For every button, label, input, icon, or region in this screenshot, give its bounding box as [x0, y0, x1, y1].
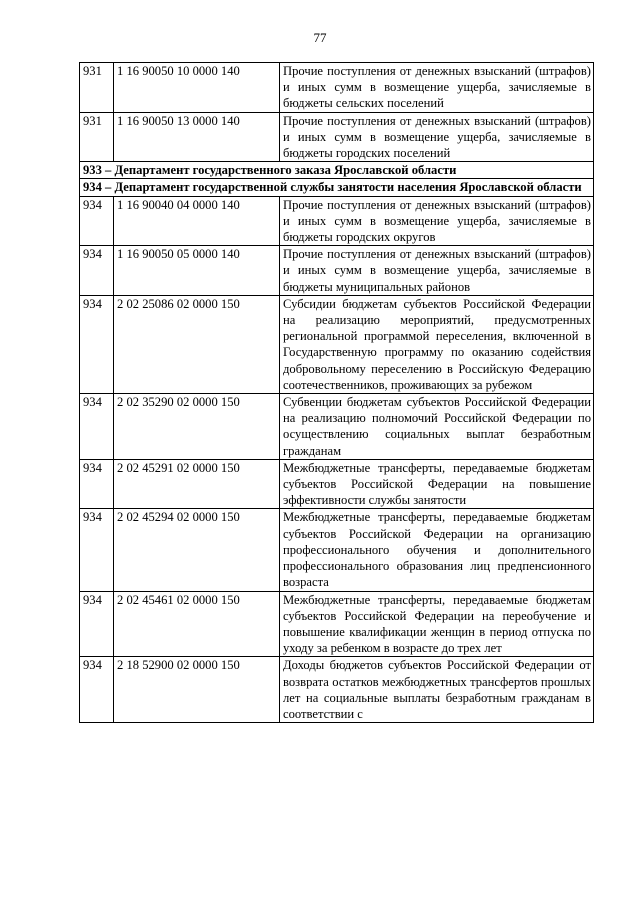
department-title	[80, 179, 594, 196]
table-row	[80, 657, 594, 723]
revenue-codes-table	[79, 62, 594, 723]
description-cell: Прочие поступления от денежных взысканий (штрафов) и иных сумм в возмещение ущерба, зачисляемые в бюджеты городских поселений	[280, 112, 594, 162]
department-header-row	[80, 162, 594, 179]
table-row	[80, 112, 594, 162]
revenue-code-cell: 1 16 90050 13 0000 140	[114, 112, 280, 162]
revenue-code-cell: 2 02 35290 02 0000 150	[114, 394, 280, 460]
revenue-code-cell: 2 02 45294 02 0000 150	[114, 509, 280, 591]
table-row	[80, 63, 594, 113]
description-cell: Прочие поступления от денежных взысканий (штрафов) и иных сумм в возмещение ущерба, зачисляемые в бюджеты сельских поселений	[280, 63, 594, 113]
admin-code-cell: 934	[80, 591, 114, 657]
description-cell: Прочие поступления от денежных взысканий (штрафов) и иных сумм в возмещение ущерба, зачисляемые в бюджеты городских округов	[280, 196, 594, 246]
revenue-code-cell: 1 16 90040 04 0000 140	[114, 196, 280, 246]
table-row	[80, 246, 594, 296]
admin-code-cell: 934	[80, 459, 114, 509]
table-row	[80, 509, 594, 591]
table-row	[80, 459, 594, 509]
department-title-text: 934 – Департамент государственной службы занятости населения Ярославской области	[83, 180, 582, 195]
admin-code-cell: 934	[80, 394, 114, 460]
table-row	[80, 591, 594, 657]
description-cell: Межбюджетные трансферты, передаваемые бюджетам субъектов Российской Федерации на организацию профессионального обучения и дополнительного профессионального образования лиц предпенсионного возраста	[280, 509, 594, 591]
revenue-code-cell: 2 02 45291 02 0000 150	[114, 459, 280, 509]
department-header-row	[80, 179, 594, 196]
description-cell: Прочие поступления от денежных взысканий (штрафов) и иных сумм в возмещение ущерба, зачисляемые в бюджеты муниципальных районов	[280, 246, 594, 296]
revenue-code-cell: 1 16 90050 05 0000 140	[114, 246, 280, 296]
page-number: 77	[313, 30, 327, 45]
admin-code-cell: 931	[80, 112, 114, 162]
admin-code-cell: 934	[80, 196, 114, 246]
description-cell: Межбюджетные трансферты, передаваемые бюджетам субъектов Российской Федерации на повышение эффективности службы занятости	[280, 459, 594, 509]
table-row	[80, 394, 594, 460]
admin-code-cell: 934	[80, 509, 114, 591]
department-title	[80, 162, 594, 179]
description-cell: Доходы бюджетов субъектов Российской Федерации от возврата остатков межбюджетных трансфертов прошлых лет на социальные выплаты безработным гражданам в соответствии с	[280, 657, 594, 723]
admin-code-cell: 934	[80, 246, 114, 296]
revenue-code-cell: 2 02 25086 02 0000 150	[114, 295, 280, 393]
admin-code-cell: 934	[80, 295, 114, 393]
description-cell: Межбюджетные трансферты, передаваемые бюджетам субъектов Российской Федерации на переобучение и повышение квалификации женщин в период отпуска по уходу за ребенком в возрасте до трех лет	[280, 591, 594, 657]
table-row	[80, 196, 594, 246]
admin-code-cell: 934	[80, 657, 114, 723]
revenue-code-cell: 2 02 45461 02 0000 150	[114, 591, 280, 657]
admin-code-cell: 931	[80, 63, 114, 113]
description-cell: Субвенции бюджетам субъектов Российской Федерации на реализацию полномочий Российской Федерации по осуществлению социальных выплат безработным гражданам	[280, 394, 594, 460]
department-title-text: 933 – Департамент государственного заказа Ярославской области	[83, 163, 457, 178]
description-cell: Субсидии бюджетам субъектов Российской Федерации на реализацию мероприятий, предусмотренных региональной программой переселения, включенной в Государственную программу по оказанию содействия добровольному переселению в Российскую Федерацию соотечественников, проживающих за рубежом	[280, 295, 594, 393]
revenue-code-cell: 2 18 52900 02 0000 150	[114, 657, 280, 723]
table-row	[80, 295, 594, 393]
revenue-code-cell: 1 16 90050 10 0000 140	[114, 63, 280, 113]
